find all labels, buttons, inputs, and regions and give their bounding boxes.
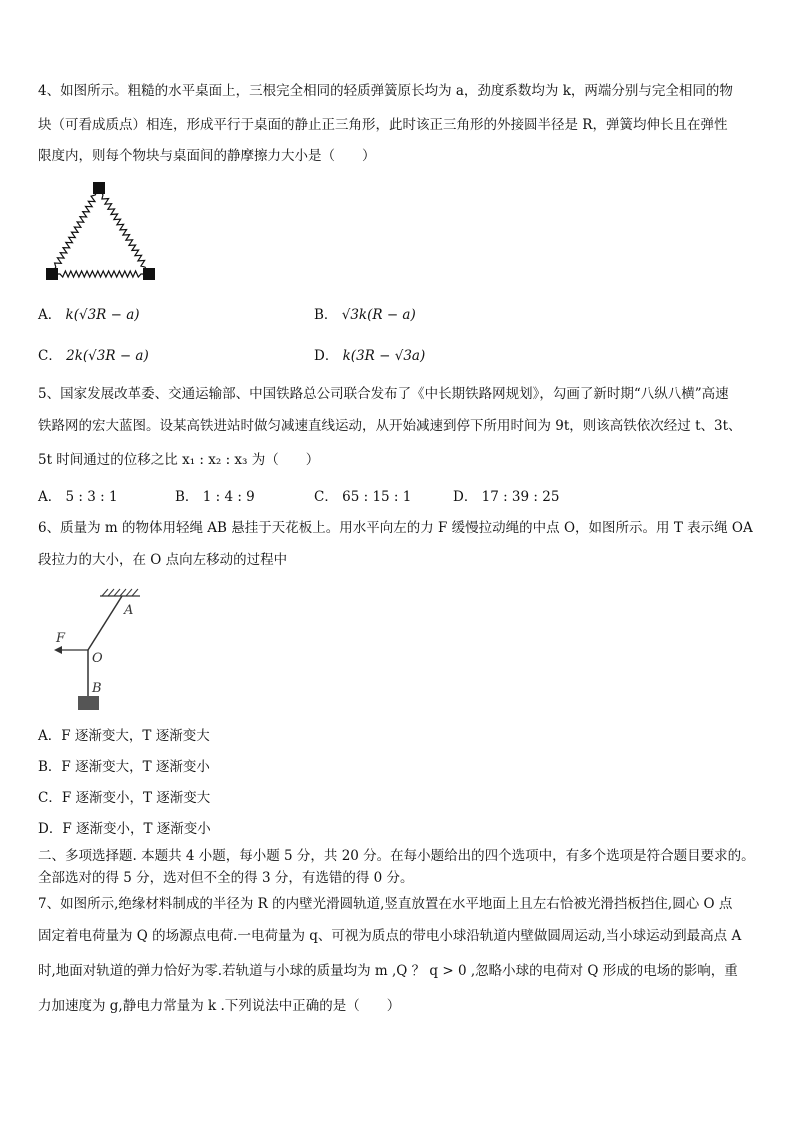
label-b: B <box>92 681 102 696</box>
q5-option-b-text: 1 : 4 : 9 <box>202 489 255 505</box>
spring-right <box>99 188 149 274</box>
q7-text-line-2: 固定着电荷量为 Q 的场源点电荷.一电荷量为 q、可视为质点的带电小球沿轨道内壁做圆周运动,当小球运动到最高点 A <box>38 928 742 944</box>
label-a: A <box>124 603 134 618</box>
q4-option-b-label: B． <box>314 307 338 323</box>
q4-text-line-2: 块（可看成质点）相连，形成平行于桌面的静止正三角形，此时该正三角形的外接圆半径是 R，弹簧均伸长且在弹性 <box>38 117 728 133</box>
q4-option-a[interactable] <box>38 306 140 324</box>
q5-option-a[interactable] <box>38 488 118 506</box>
q6-text-line-2: 段拉力的大小，在 O 点向左移动的过程中 <box>38 552 288 568</box>
q4-option-b[interactable] <box>314 306 416 324</box>
q4-option-d-label: D． <box>314 348 339 364</box>
q5-option-d-label: D． <box>453 489 478 505</box>
q5-option-d[interactable] <box>453 488 559 506</box>
block-top <box>93 182 105 194</box>
q6-text-line-1: 6、质量为 m 的物体用轻绳 AB 悬挂于天花板上。用水平向左的力 F 缓慢拉动绳的中点 O，如图所示。用 T 表示绳 OA <box>38 520 753 536</box>
rope-segment-oa <box>88 596 122 650</box>
q6-rope-figure <box>48 588 158 718</box>
q5-text-line-3: 5t 时间通过的位移之比 x₁ : x₂ : x₃ 为（ ） <box>38 452 320 468</box>
q4-option-a-label: A． <box>38 307 62 323</box>
section2-heading-line-2: 全部选对的得 5 分，选对但不全的得 3 分，有选错的得 0 分。 <box>38 870 414 886</box>
section2-heading-line-1: 二、多项选择题. 本题共 4 小题，每小题 5 分，共 20 分。在每小题给出的四个选项中，有多个选项是符合题目要求的。 <box>38 848 755 864</box>
q5-option-d-text: 17 : 39 : 25 <box>481 489 560 505</box>
q5-text-line-2: 铁路网的宏大蓝图。设某高铁进站时做匀减速直线运动，从开始减速到停下所用时间为 9t，则该高铁依次经过 t、3t、 <box>38 418 742 434</box>
spring-bottom <box>52 271 149 277</box>
q5-option-a-label: A． <box>38 489 62 505</box>
q4-option-c-label: C． <box>38 348 62 364</box>
q4-option-d[interactable] <box>314 347 425 365</box>
q5-option-b-label: B． <box>175 489 199 505</box>
q5-option-c-text: 65 : 15 : 1 <box>342 489 412 505</box>
q4-option-c-text: 2k(√3R − a) <box>66 348 149 364</box>
block-bottom-right <box>143 268 155 280</box>
spring-left <box>52 188 99 274</box>
q6-option-c[interactable]: C．F 逐渐变小，T 逐渐变大 <box>38 790 211 806</box>
block-bottom-left <box>46 268 58 280</box>
q4-option-c[interactable] <box>38 347 149 365</box>
weight-block <box>78 696 99 710</box>
q4-option-a-text: k(√3R − a) <box>65 307 140 323</box>
q6-option-d[interactable]: D．F 逐渐变小，T 逐渐变小 <box>38 821 211 837</box>
q4-option-d-text: k(3R − √3a) <box>342 348 426 364</box>
q5-text-line-1: 5、国家发展改革委、交通运输部、中国铁路总公司联合发布了《中长期铁路网规划》，勾画了新时期“八纵八横”高速 <box>38 386 729 402</box>
q4-triangle-spring-figure <box>40 178 165 288</box>
q5-option-a-text: 5 : 3 : 1 <box>65 489 118 505</box>
label-f: F <box>56 631 66 646</box>
q6-option-b[interactable]: B．F 逐渐变大，T 逐渐变小 <box>38 759 210 775</box>
q7-text-line-1: 7、如图所示,绝缘材料制成的半径为 R 的内壁光滑圆轨道,竖直放置在水平地面上且左右恰被光滑挡板挡住,圆心 O 点 <box>38 896 733 912</box>
q7-text-line-4: 力加速度为 g,静电力常量为 k .下列说法中正确的是（ ） <box>38 998 401 1014</box>
q4-text-line-1: 4、如图所示。粗糙的水平桌面上，三根完全相同的轻质弹簧原长均为 a，劲度系数均为 k，两端分别与完全相同的物 <box>38 83 733 99</box>
q4-option-b-text: √3k(R − a) <box>341 307 416 323</box>
q6-option-a[interactable]: A．F 逐渐变大，T 逐渐变大 <box>38 728 210 744</box>
label-o: O <box>92 651 103 666</box>
q7-text-line-3: 时,地面对轨道的弹力恰好为零.若轨道与小球的质量均为 m ,Q ？ q > 0 ,忽略小球的电荷对 Q 形成的电场的影响，重 <box>38 963 738 979</box>
q5-option-c-label: C． <box>314 489 338 505</box>
q5-option-b[interactable] <box>175 488 255 506</box>
q4-text-line-3: 限度内，则每个物块与桌面间的静摩擦力大小是（ ） <box>38 148 376 164</box>
ceiling-hatch <box>102 589 138 596</box>
q5-option-c[interactable] <box>314 488 411 506</box>
force-f-arrowhead <box>54 646 62 654</box>
